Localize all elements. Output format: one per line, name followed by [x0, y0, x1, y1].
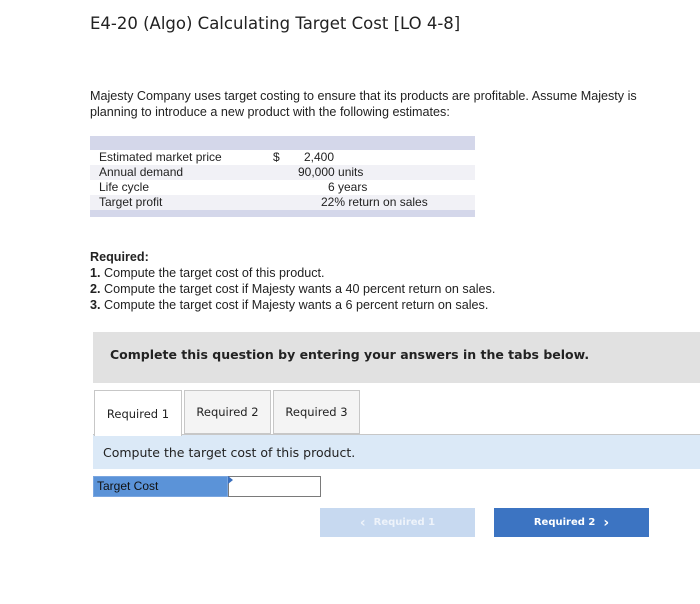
row-label: Annual demand	[99, 165, 184, 179]
target-cost-label: Target Cost	[93, 476, 228, 497]
item-number: 1.	[90, 266, 101, 280]
tab-required-2[interactable]: Required 2	[184, 390, 271, 434]
row-value: 22% return on sales	[321, 195, 428, 209]
input-marker-icon	[228, 476, 233, 484]
item-text: Compute the target cost if Majesty wants a 40 percent return on sales.	[104, 282, 496, 296]
required-item	[90, 281, 495, 297]
next-tab-label: Required 2	[533, 517, 596, 528]
required-item	[90, 297, 495, 313]
tab-required-3[interactable]: Required 3	[273, 390, 360, 434]
row-label: Target profit	[99, 195, 163, 209]
required-section	[90, 249, 495, 313]
tab-required-1[interactable]: Required 1	[94, 390, 182, 436]
item-number: 3.	[90, 298, 101, 312]
table-row	[90, 165, 475, 180]
page-title: E4-20 (Algo) Calculating Target Cost [LO 4-8]	[90, 14, 461, 33]
row-value: 2,400	[304, 150, 335, 164]
chevron-left-icon: ‹	[359, 514, 366, 531]
row-label: Estimated market price	[99, 150, 222, 164]
next-tab-button[interactable]	[494, 508, 649, 537]
table-header-band	[90, 136, 475, 150]
estimates-table	[90, 136, 475, 217]
previous-tab-label: Required 1	[373, 517, 436, 528]
previous-tab-button[interactable]	[320, 508, 475, 537]
table-footer-band	[90, 210, 475, 217]
row-value: 6 years	[328, 180, 368, 194]
row-label: Life cycle	[99, 180, 150, 194]
panel-instruction: Compute the target cost of this product.	[103, 445, 356, 460]
required-item	[90, 265, 495, 281]
table-row	[90, 150, 475, 165]
item-text: Compute the target cost if Majesty wants a 6 percent return on sales.	[104, 298, 489, 312]
table-row	[90, 195, 475, 210]
chevron-right-icon: ›	[603, 514, 610, 531]
currency-symbol: $	[273, 150, 280, 164]
tab-panel-header	[93, 435, 700, 469]
row-value: 90,000 units	[298, 165, 364, 179]
required-heading: Required:	[90, 250, 149, 264]
intro-paragraph: Majesty Company uses target costing to ensure that its products are profitable. Assume Majesty is planning to introduce a new product with the following estimates:	[90, 89, 637, 119]
banner-text: Complete this question by entering your answers in the tabs below.	[110, 347, 590, 362]
item-text: Compute the target cost of this product.	[104, 266, 325, 280]
instruction-banner	[93, 332, 700, 383]
item-number: 2.	[90, 282, 101, 296]
table-row	[90, 180, 475, 195]
target-cost-input[interactable]	[228, 476, 321, 497]
